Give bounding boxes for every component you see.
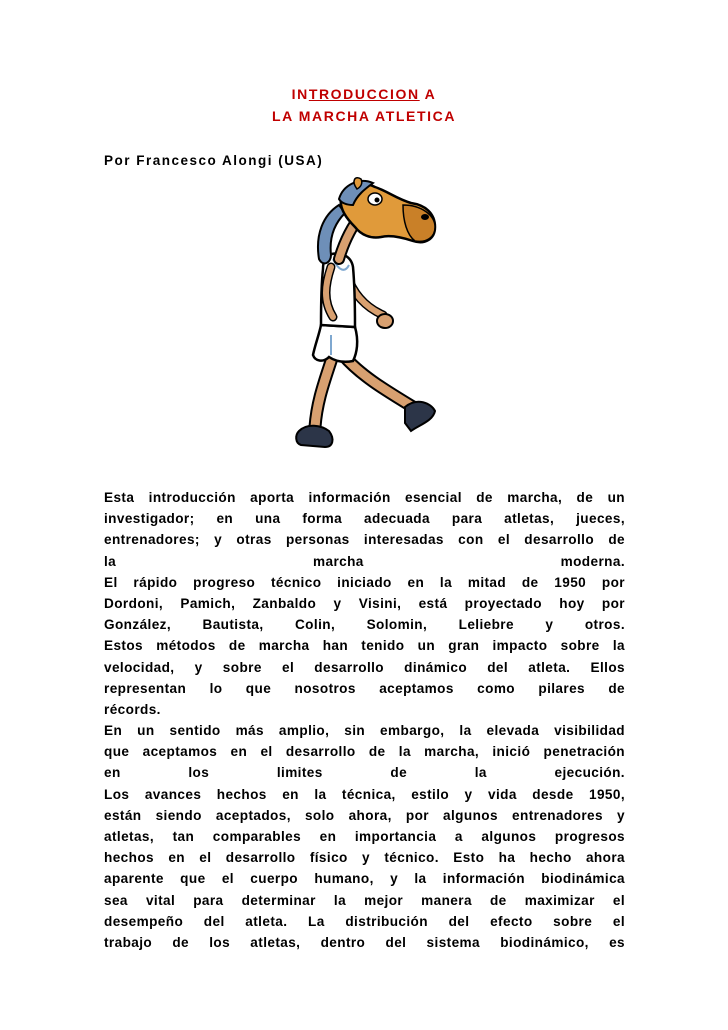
body-line: En un sentido más amplio, sin embargo, la elevada visibilidad bbox=[104, 723, 625, 739]
body-line: atletas, tan comparables en importancia a algunos progresos bbox=[104, 829, 625, 844]
title-underlined: TRODUCCION bbox=[308, 86, 420, 102]
body-line: hechos en el desarrollo físico y técnico. Esto ha hecho ahora bbox=[104, 850, 625, 866]
body-line: Los avances hechos en la técnica, estilo y vida desde 1950, bbox=[104, 786, 625, 802]
author-line: Por Francesco Alongi (USA) bbox=[104, 153, 324, 168]
body-line: investigador; en una forma adecuada para atletas, jueces, bbox=[104, 511, 625, 527]
camel-race-walker-illustration bbox=[235, 175, 485, 455]
body-line: sea vital para determinar la mejor manera de maximizar el bbox=[104, 892, 625, 908]
title-suffix: A bbox=[419, 86, 437, 102]
body-line: que aceptamos en el desarrollo de la marcha, inició penetración bbox=[104, 744, 625, 760]
body-line: están siendo aceptados, solo ahora, por algunos entrenadores y bbox=[104, 807, 625, 823]
body-paragraphs bbox=[104, 487, 625, 953]
body-line: la marcha moderna. bbox=[104, 553, 625, 569]
title-prefix: IN bbox=[291, 86, 309, 102]
body-line: trabajo de los atletas, dentro del sistema biodinámico, es bbox=[104, 934, 625, 950]
body-line: aparente que el cuerpo humano, y la información biodinámica bbox=[104, 871, 625, 887]
document-title-line-2: LA MARCHA ATLETICA bbox=[271, 108, 457, 124]
body-line: velocidad, y sobre el desarrollo dinámico del atleta. Ellos bbox=[104, 659, 625, 675]
body-line: González, Bautista, Colin, Solomin, Leliebre y otros. bbox=[104, 617, 625, 633]
document-title-line-1 bbox=[0, 86, 728, 102]
body-line: representan lo que nosotros aceptamos como pilares de bbox=[104, 680, 625, 696]
body-line: récords. bbox=[104, 701, 161, 717]
body-line: entrenadores; y otras personas interesadas con el desarrollo de bbox=[104, 532, 625, 548]
body-line: El rápido progreso técnico iniciado en la mitad de 1950 por bbox=[104, 574, 625, 590]
body-line: Estos métodos de marcha han tenido un gran impacto sobre la bbox=[104, 638, 625, 654]
body-line: desempeño del atleta. La distribución del efecto sobre el bbox=[104, 913, 625, 929]
body-line: en los limites de la ejecución. bbox=[104, 765, 625, 781]
body-line: Esta introducción aporta información esencial de marcha, de un bbox=[104, 490, 625, 505]
body-line: Dordoni, Pamich, Zanbaldo y Visini, está proyectado hoy por bbox=[104, 595, 625, 611]
